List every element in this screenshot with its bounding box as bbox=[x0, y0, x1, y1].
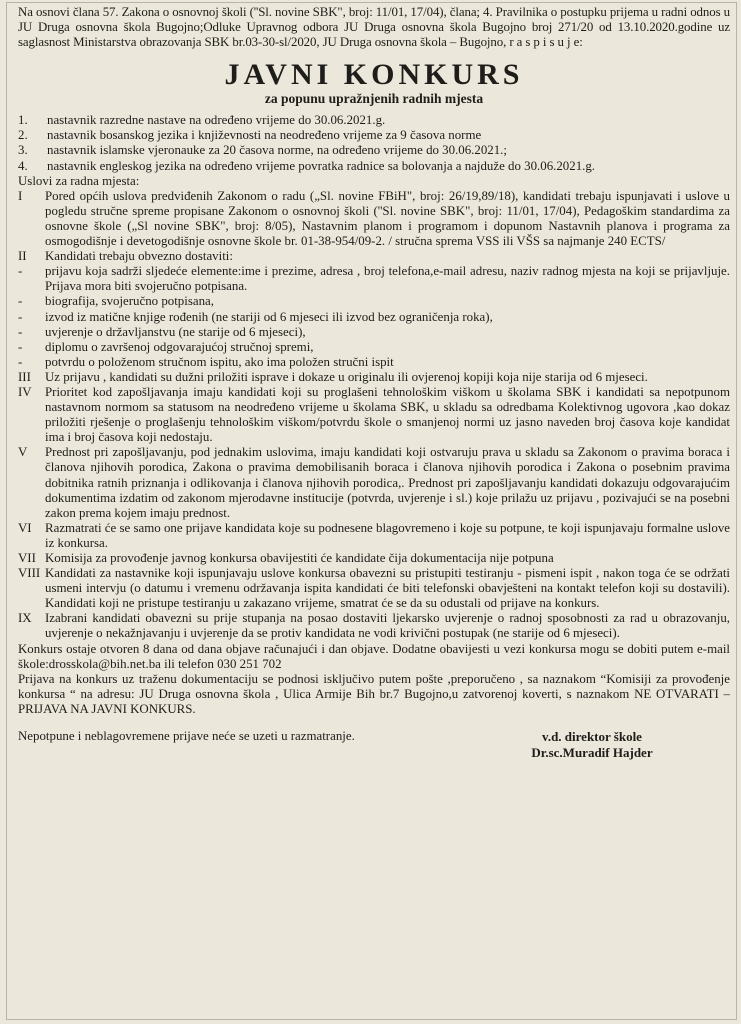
condition-number: VI bbox=[18, 520, 32, 535]
bullet-dash: - bbox=[18, 324, 23, 339]
bullet-dash: - bbox=[18, 264, 23, 279]
bullet-dash: - bbox=[18, 309, 23, 324]
bullet-dash: - bbox=[18, 354, 23, 369]
document-title: JAVNI KONKURS bbox=[224, 58, 524, 92]
document-text: izvod iz matične knjige rođenih (ne stariji od 6 mjeseci ili izvod bez ograničenja roka), bbox=[45, 309, 493, 324]
footer bbox=[18, 729, 730, 761]
document-item bbox=[18, 355, 730, 370]
condition-number: VIII bbox=[18, 566, 41, 581]
document-item bbox=[18, 264, 730, 294]
document-text: diplomu o završenoj odgovarajućoj stručnoj spremi, bbox=[45, 339, 314, 354]
condition-number: II bbox=[18, 249, 27, 264]
intro-paragraph: Na osnovi člana 57. Zakona o osnovnoj školi (''Sl. novine SBK", broj: 11/01, 17/04), člana; 4. Pravilnika o postupku prijema u radni odnos u JU Druga osnovna škola Bugojno;Odluke Upravnog odbora JU Druga osnovna škola Bugojno broj 271/20 od 13.10.2020.godine uz saglasnost Ministarstva obrazovanja SBK br.03-30-sl/2020, JU Druga osnovna škola – Bugojno, r a s p i s u j e: bbox=[18, 5, 730, 50]
document-subtitle: za popunu upražnjenih radnih mjesta bbox=[264, 91, 484, 107]
condition-number: VII bbox=[18, 551, 36, 565]
bullet-dash: - bbox=[18, 294, 23, 309]
closing-paragraph-submission: Prijava na konkurs uz traženu dokumentaciju se podnosi isključivo putem pošte ,preporučeno , sa naznakom “Komisiji za provođenje konkursa “ na adresu: JU Druga osnovna škola , Ulica Armije Bih br.7 Bugojno,u zatvorenoj koverti, s naznakom NE OTVARATI – PRIJAVA NA JAVNI KONKURS. bbox=[18, 671, 730, 716]
document-text: prijavu koja sadrži sljedeće elemente:ime i prezime, adresa , broj telefona,e-mail adresu, naziv radnog mjesta na koji se prijavljuje. Prijava mora biti svojeručno potpisana. bbox=[45, 264, 730, 294]
document-text: uvjerenje o državljanstvu (ne starije od 6 mjeseci), bbox=[45, 324, 306, 339]
condition-number: V bbox=[18, 445, 28, 460]
condition-item bbox=[18, 370, 730, 385]
condition-number: III bbox=[18, 369, 31, 384]
document-item bbox=[18, 325, 730, 340]
signature-name: Dr.sc.Muradif Hajder bbox=[531, 745, 653, 761]
condition-item bbox=[18, 611, 730, 641]
condition-text: Kandidati trebaju obvezno dostaviti: bbox=[45, 249, 233, 264]
footer-note: Nepotpune i neblagovremene prijave neće se uzeti u razmatranje. bbox=[18, 729, 355, 744]
position-text: nastavnik engleskog jezika na određeno vrijeme povratka radnice sa bolovanja a najduže do 30.06.2021.g. bbox=[47, 158, 596, 173]
condition-number: I bbox=[18, 188, 23, 203]
signature-block bbox=[512, 729, 672, 761]
position-text: nastavnik islamske vjeronauke za 20 časova norme, na određeno vrijeme do 30.06.2021.; bbox=[47, 143, 507, 158]
document-item bbox=[18, 310, 730, 325]
document-item bbox=[18, 340, 730, 355]
position-number: 3. bbox=[18, 143, 28, 158]
position-item bbox=[18, 113, 730, 128]
condition-text: Kandidati za nastavnike koji ispunjavaju uslove konkursa obavezni su pristupiti testiranju - pismeni ispit , nakon toga će se održati usmeni intervju (o datumu i vremenu održavanja ispita kandidati će biti telefonski obavješteni na kontakt telefon koji su dostavili). Kandidati koji ne pristupe testiranju u zakazano vrijeme, smatrat će se da su odustali od prijave na konkurs. bbox=[45, 566, 730, 611]
document-text: biografija, svojeručno potpisana, bbox=[45, 294, 214, 309]
condition-text: Uz prijavu , kandidati su dužni priložiti isprave i dokaze u originalu ili ovjerenoj kopiji koja nije starija od 6 mjeseci. bbox=[45, 369, 648, 384]
closing-paragraph-contact: Konkurs ostaje otvoren 8 dana od dana objave računajući i dan objave. Dodatne obavijesti u vezi konkursa mogu se dobiti putem e-mail škole:drosskola@bih.net.ba ili telefon 030 251 702 bbox=[18, 641, 730, 671]
condition-text: Prioritet kod zapošljavanja imaju kandidati koji su proglašeni tehnološkim viškom u školama SBK i kandidati sa nepotpunom nastavnom normom sa statusom na neodređeno vrijeme u školama SBK, u skladu sa odredbama Kolektivnog ugovora ,kao dokaz priložiti rješenje o proglašenju tehnološkim viškom/potvrdu škole o smanjenoj normi uz jasno naveden broj časova koje kandidat ima i broj časova koji nedostaju. bbox=[45, 384, 730, 445]
condition-number: IV bbox=[18, 384, 32, 399]
required-documents-list bbox=[18, 264, 730, 370]
condition-item bbox=[18, 189, 730, 249]
position-text: nastavnik razredne nastave na određeno vrijeme do 30.06.2021.g. bbox=[47, 113, 386, 128]
condition-text: Razmatrati će se samo one prijave kandidata koje su podnesene blagovremeno i koje su potpune, te koji ispunjavaju formalne uslove iz konkursa. bbox=[45, 520, 730, 550]
position-number: 2. bbox=[18, 128, 28, 143]
condition-text: Pored općih uslova predviđenih Zakonom o radu („Sl. novine FBiH", broj: 26/19,89/18), kandidati trebaju ispunjavati i uslove u pogledu stručne spreme propisane Zakonom o osnovnoj školi (''Sl. novine SBK", broj: 11/01, 17/04), Pedagoškim standardima za osnovne škole („Sl novine SBK", broj: 8/05), Nastavnim planom i programom i dopunom Nastavnih planova i programa za osmogodišnje i devetogodišnje osnovne škole br. 01-38-954/09-2. / stručna sprema VSS ili VŠS sa najmanje 240 ECTS/ bbox=[45, 188, 730, 249]
condition-text: Izabrani kandidati obavezni su prije stupanja na posao dostaviti ljekarsko uvjerenje o radnoj sposobnosti za rad u obrazovanju, uvjerenje o nekažnjavanju i uvjerenje da se protiv kandidata ne vodi krivični postupak (ne starije od 6 mjeseci). bbox=[45, 611, 730, 641]
condition-item bbox=[18, 566, 730, 611]
positions-list bbox=[18, 113, 730, 173]
condition-number: IX bbox=[18, 611, 32, 626]
condition-item bbox=[18, 249, 730, 264]
position-number: 1. bbox=[18, 113, 28, 128]
position-item bbox=[18, 159, 730, 174]
conditions-list-rest bbox=[18, 370, 730, 642]
condition-text: Prednost pri zapošljavanju, pod jednakim uslovima, imaju kandidati koji ostvaruju prava u skladu sa Zakonom o pravima boraca i članova njihovih porodica, Zakona o pravima demobilisanih boraca i članova njihovih porodica i Zakona o posebnim pravima dobitnika ratnih priznanja i odlikovanja i članova njihovih porodica,. Prednost pri zapošljavanju kandidati dokazuju odgovarajućim dokumentima izdatim od zakonom mjerodavne institucije (potvrda, uvjerenje i sl.) koje prilažu uz prijavu , pozivajući se na posebni zakon prema kojem imaju prednost. bbox=[45, 445, 730, 520]
document-text: potvrdu o položenom stručnom ispitu, ako ima položen stručni ispit bbox=[45, 354, 394, 369]
conditions-heading: Uslovi za radna mjesta: bbox=[18, 173, 140, 188]
condition-item bbox=[18, 521, 730, 551]
position-item bbox=[18, 143, 730, 158]
bullet-dash: - bbox=[18, 339, 23, 354]
position-item bbox=[18, 128, 730, 143]
position-text: nastavnik bosanskog jezika i književnosti na neodređeno vrijeme za 9 časova norme bbox=[47, 128, 482, 143]
document-item bbox=[18, 294, 730, 309]
signature-role: v.d. direktor škole bbox=[542, 729, 642, 745]
condition-item bbox=[18, 551, 730, 566]
position-number: 4. bbox=[18, 158, 28, 173]
condition-text: Komisija za provođenje javnog konkursa obavijestiti će kandidate čija dokumentacija nije potpuna bbox=[45, 551, 554, 565]
condition-item bbox=[18, 445, 730, 520]
condition-item bbox=[18, 385, 730, 445]
